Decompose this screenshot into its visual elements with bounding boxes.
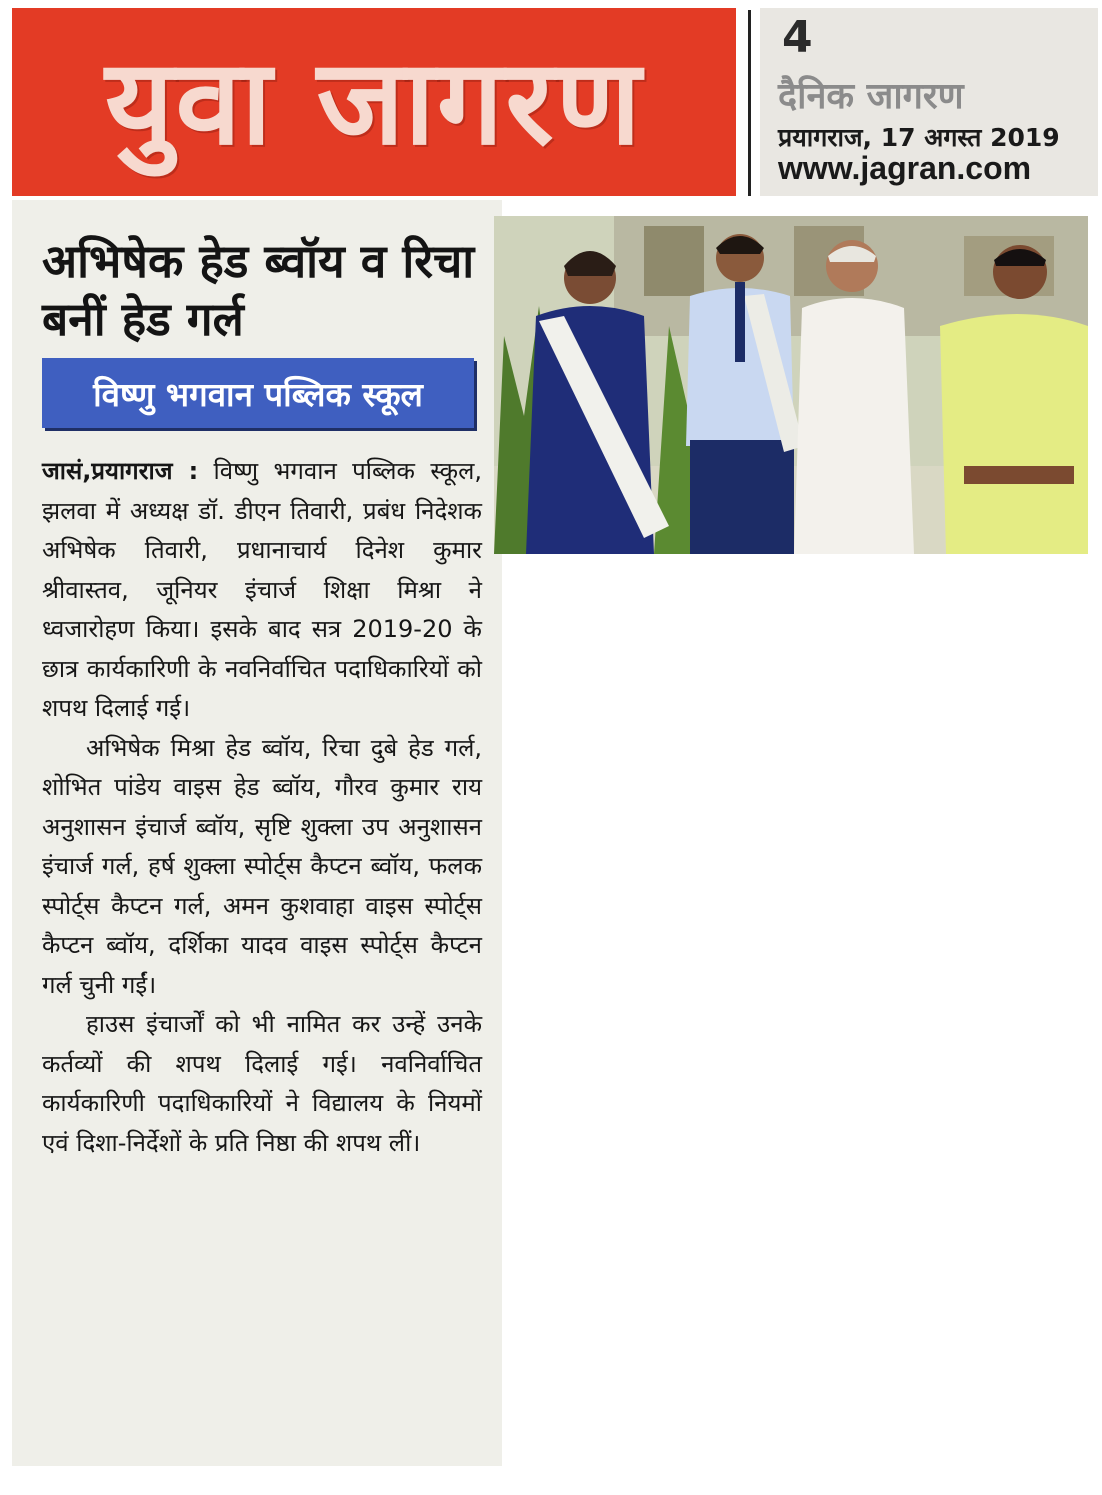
- masthead: [12, 8, 736, 196]
- paragraph-1-text: विष्णु भगवान पब्लिक स्कूल, झलवा में अध्यक्ष डॉ. डीएन तिवारी, प्रबंध निदेशक अभिषेक तिवारी, प्रधानाचार्य दिनेश कुमार श्रीवास्तव, जूनियर इंचार्ज शिक्षा मिश्रा ने ध्वजारोहण किया। इसके बाद सत्र 2019-20 के छात्र कार्यकारिणी के नवनिर्वाचित पदाधिकारियों को शपथ दिलाई गई।: [42, 457, 482, 722]
- article-body: [42, 452, 482, 1163]
- school-banner: [42, 358, 474, 428]
- news-photo: [494, 216, 1088, 554]
- headline: अभिषेक हेड ब्वॉय व रिचा बनीं हेड गर्ल: [42, 234, 475, 346]
- paper-name: दैनिक जागरण: [778, 76, 964, 117]
- masthead-divider: [748, 10, 751, 196]
- dateline: प्रयागराज, 17 अगस्त 2019: [778, 123, 1060, 152]
- photo-illustration: [494, 216, 1088, 554]
- edition-info: [760, 8, 1098, 196]
- school-name: विष्णु भगवान पब्लिक स्कूल: [93, 374, 423, 414]
- website-link[interactable]: www.jagran.com: [778, 150, 1032, 186]
- article: [12, 200, 502, 1466]
- masthead-title: युवा जागरण: [105, 33, 643, 171]
- paragraph-1: [42, 452, 482, 729]
- page-number: 4: [782, 12, 813, 63]
- byline: जासं,प्रयागराज :: [42, 457, 199, 485]
- paragraph-2: अभिषेक मिश्रा हेड ब्वॉय, रिचा दुबे हेड गर्ल, शोभित पांडेय वाइस हेड ब्वॉय, गौरव कुमार राय अनुशासन इंचार्ज ब्वॉय, सृष्टि शुक्ला उप अनुशासन इंचार्ज गर्ल, हर्ष शुक्ला स्पोर्ट्स कैप्टन ब्वॉय, फलक स्पोर्ट्स कैप्टन गर्ल, अमन कुशवाहा वाइस स्पोर्ट्स कैप्टन ब्वॉय, दर्शिका यादव वाइस स्पोर्ट्स कैप्टन गर्ल चुनी गईं।: [42, 733, 482, 999]
- paragraph-3: हाउस इंचार्जों को भी नामित कर उन्हें उनके कर्तव्यों की शपथ दिलाई गई। नवनिर्वाचित कार्यकारिणी पदाधिकारियों ने विद्यालय के नियमों एवं दिशा-निर्देशों के प्रति निष्ठा की शपथ लीं।: [42, 1010, 482, 1157]
